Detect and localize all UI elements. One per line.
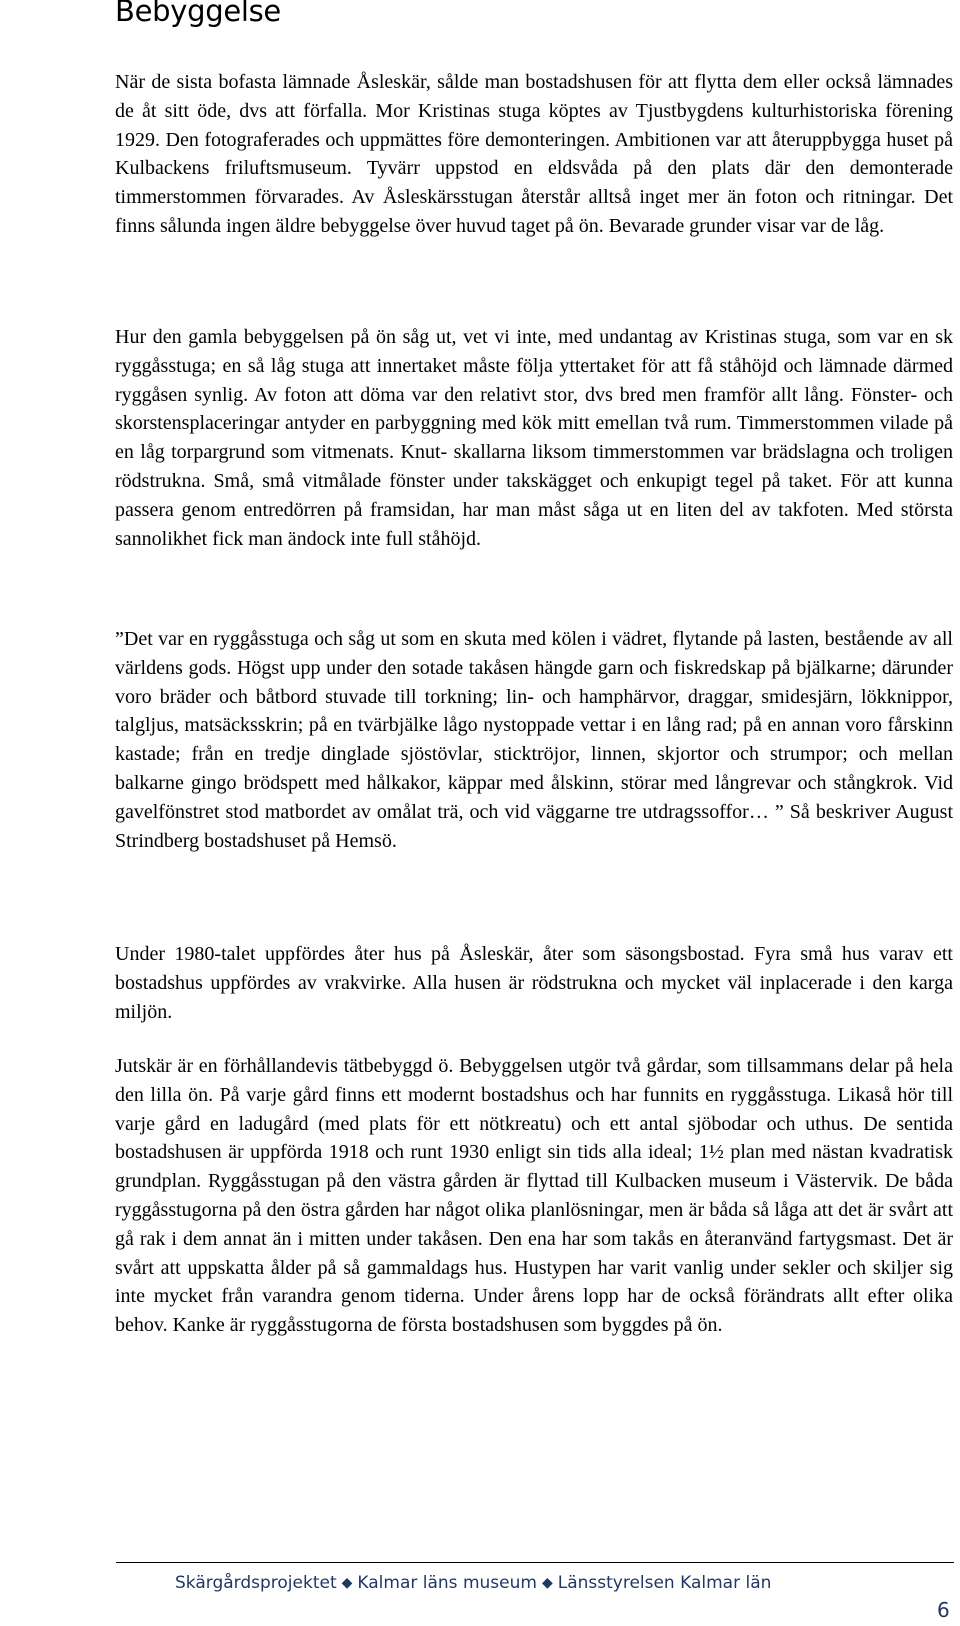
footer-divider [116, 1562, 954, 1563]
diamond-icon: ◆ [541, 1575, 553, 1591]
footer-project: Skärgårdsprojektet [175, 1573, 337, 1593]
paragraph-abandonment: När de sista bofasta lämnade Åsleskär, sålde man bostadshusen för att flytta dem eller också lämnades de åt sitt öde, dvs att förfalla. Mor Kristinas stuga köptes av Tjustbygdens kulturhistoriska förening 1929. Den fotograferades och uppmättes före demonteringen. Ambitionen var att återuppbygga huset på Kulbackens friluftsmuseum. Tyvärr uppstod en eldsvåda på den plats där den demonterade timmerstommen förvarades. Av Åsleskärsstugan återstår alltså inget mer än foton och ritningar. Det finns sålunda ingen äldre bebyggelse över huvud taget på ön. Bevarade grunder visar var de låg. [115, 71, 953, 237]
footer-museum: Kalmar läns museum [357, 1573, 537, 1593]
paragraph-jutskar: Jutskär är en förhållandevis tätbebyggd ö. Bebyggelsen utgör två gårdar, som tillsammans delar på hela den lilla ön. På varje gård finns ett modernt bostadshus och har funnits en ryggåsstuga. Likaså hör till varje gård en ladugård (med plats för ett nötkreatu) och ett antal sjöbodar och uthus. De sentida bostadshusen är uppförda 1918 och runt 1930 enligt sin tids alla ideal; 1½ plan med nästan kvadratisk grundplan. Ryggåsstugan på den västra gården är flyttad till Kulbacken museum i Västervik. De båda ryggåsstugorna på den östra gården har något olika planlösningar, men är båda så låga att det är svårt att gå rak i dem annat än i mitten under takåsen. Den ena har som takås en återanvänd fartygsmast. Det är svårt att uppskatta ålder på så gammaldags hus. Hustypen har varit vanlig under sekler och skiljer sig inte mycket från varandra genom tiderna. Under årens lopp har de också förändrats allt efter olika behov. Kanke är ryggåsstugorna de första bostadshusen som byggdes på ön. [115, 1055, 953, 1337]
footer [175, 1573, 945, 1593]
page-number: 6 [937, 1598, 950, 1622]
footer-county-board: Länsstyrelsen Kalmar län [557, 1573, 772, 1593]
section-heading: Bebyggelse [115, 0, 281, 28]
paragraph-1980s: Under 1980-talet uppfördes åter hus på Åsleskär, åter som säsongsbostad. Fyra små hus varav ett bostadshus uppfördes av vrakvirke. Alla husen är rödstrukna och mycket väl inplacerade i den karga miljön. [115, 943, 953, 1023]
diamond-icon: ◆ [341, 1575, 353, 1591]
paragraph-strindberg-quote: ”Det var en ryggåsstuga och såg ut som en skuta med kölen i vädret, flytande på lasten, bestående av all världens gods. Högst upp under den sotade takåsen hängde garn och fiskredskap på bjälkarne; därunder voro bräder och båtbord stuvade till torkning; lin- och hamphärvor, draggar, smidesjärn, lökknippor, talgljus, matsäcksskrin; på en tvärbjälke lågo nystoppade vettar i en lång rad; på en annan voro fårskinn kastade; från en tredje dinglade sjöstövlar, sticktröjor, linnen, skjortor och strumpor; och mellan balkarne gingo brödspett med hålkakor, käppar med ålskinn, störar med långrevar och stångkrok. Vid gavelfönstret stod matbordet av omålat trä, och vid väggarne tre utdragssoffor… ” Så beskriver August Strindberg bostadshuset på Hemsö. [115, 628, 953, 852]
paragraph-old-buildings: Hur den gamla bebyggelsen på ön såg ut, vet vi inte, med undantag av Kristinas stuga, som var en sk ryggåsstuga; en så låg stuga att innertaket måste följa yttertaket för att få ståhöjd och lämnade därmed ryggåsen synlig. Av foton att döma var den relativt stor, dvs bred men framför allt lång. Fönster- och skorstensplaceringar antyder en parbyggning med kök mitt emellan två rum. Timmerstommen vilade på en låg torpargrund som vitmenats. Knut- skallarna liksom timmerstommen var brädslagna och troligen rödstrukna. Små, små vitmålade fönster under takskägget och enkupigt tegel på taket. För att kunna passera genom entredörren på framsidan, har man måst såga ut en liten del av takfoten. Med största sannolikhet fick man ändock inte full ståhöjd. [115, 326, 953, 550]
